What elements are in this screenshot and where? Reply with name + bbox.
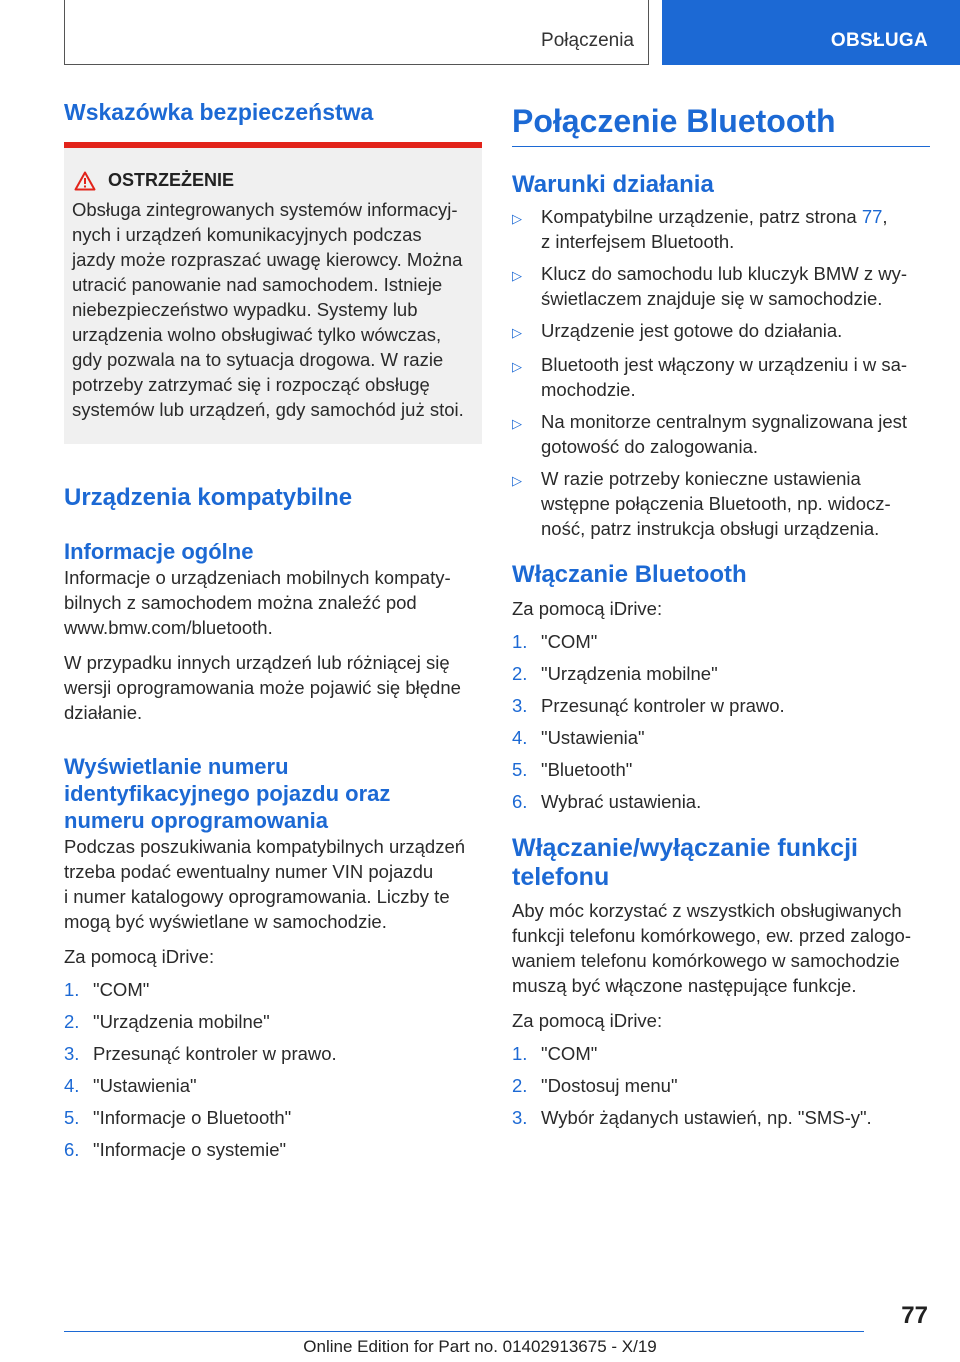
- conditions-heading: Warunki działania: [512, 171, 714, 198]
- header-section-tab: [64, 0, 649, 65]
- list-item: 3. Przesunąć kontroler w prawo.: [64, 1043, 337, 1064]
- bluetooth-heading: Połączenie Bluetooth: [512, 98, 930, 147]
- list-item: 1. "COM": [64, 979, 150, 1000]
- list-item: ▷ W razie potrzeby konieczne ustawienia wstępne połączenia Bluetooth, np. widocz- ność, patrz instrukcja obsługi urządzenia.: [512, 468, 891, 539]
- triangle-bullet-icon: ▷: [512, 325, 522, 340]
- list-item: 6. "Informacje o systemie": [64, 1139, 287, 1160]
- list-item: ▷ Kompatybilne urządzenie, patrz strona 77, z interfejsem Bluetooth.: [512, 206, 888, 252]
- list-item: 1. "COM": [512, 631, 598, 652]
- header-section-label: Połączenia: [541, 30, 634, 51]
- safety-heading: Wskazówka bezpieczeństwa: [64, 99, 374, 125]
- general-paragraph-2: W przypadku innych urządzeń lub różniącej się wersji oprogramowania może pojawić się błędne działanie.: [64, 652, 461, 723]
- page-number: 77: [901, 1302, 928, 1329]
- list-item: 2. "Dostosuj menu": [512, 1075, 678, 1096]
- idrive-text: Za pomocą iDrive:: [512, 1010, 663, 1031]
- idrive-text: Za pomocą iDrive:: [64, 946, 215, 967]
- list-item: 3. Wybór żądanych ustawień, np. "SMS-y".: [512, 1107, 872, 1128]
- warning-label: OSTRZEŻENIE: [108, 170, 235, 190]
- list-item: 1. "COM": [512, 1043, 598, 1064]
- general-paragraph-1: Informacje o urządzeniach mobilnych kompaty- bilnych z samochodem można znaleźć pod www.bmw.com/bluetooth.: [64, 567, 451, 638]
- triangle-bullet-icon: ▷: [512, 211, 522, 226]
- enable-steps-list: [512, 629, 930, 814]
- triangle-bullet-icon: ▷: [512, 268, 522, 283]
- list-item: ▷ Na monitorze centralnym sygnalizowana jest gotowość do zalogowania.: [512, 411, 908, 457]
- footer-edition-text: Online Edition for Part no. 01402913675 - X/19: [303, 1337, 657, 1356]
- idrive-text: Za pomocą iDrive:: [512, 598, 663, 619]
- enable-bluetooth-heading: Włączanie Bluetooth: [512, 561, 747, 588]
- list-item: 4. "Ustawienia": [64, 1075, 197, 1096]
- left-column: [64, 98, 482, 1169]
- phone-functions-heading: Włączanie/wyłączanie funkcji telefonu: [512, 834, 858, 891]
- vin-heading: Wyświetlanie numeru identyfikacyjnego pojazdu oraz numeru oprogramowania: [64, 754, 391, 833]
- page-link[interactable]: 77: [861, 206, 883, 227]
- list-item: 6. Wybrać ustawienia.: [512, 791, 702, 812]
- list-item: 5. "Informacje o Bluetooth": [64, 1107, 292, 1128]
- list-item: 2. "Urządzenia mobilne": [512, 663, 718, 684]
- warning-triangle-icon: [74, 171, 96, 191]
- general-heading: Informacje ogólne: [64, 539, 254, 564]
- warning-title: [74, 170, 474, 191]
- warning-box: [64, 148, 482, 444]
- triangle-bullet-icon: ▷: [512, 416, 522, 431]
- footer-divider: [64, 1331, 864, 1332]
- list-item: ▷ Bluetooth jest włączony w urządzeniu i w sa- mochodzie.: [512, 354, 908, 400]
- vin-paragraph: Podczas poszukiwania kompatybilnych urządzeń trzeba podać ewentualny numer VIN pojazdu i numer katalogowy oprogramowania. Liczby te mogą być wyświetlane w samochodzie.: [64, 836, 466, 932]
- vin-steps-list: [64, 977, 482, 1162]
- header-chapter-label: OBSŁUGA: [830, 30, 928, 51]
- list-item: ▷ Klucz do samochodu lub kluczyk BMW z wy- świetlaczem znajduje się w samochodzie.: [512, 263, 908, 309]
- phone-paragraph: Aby móc korzystać z wszystkich obsługiwanych funkcji telefonu komórkowego, ew. przed zalogo- waniem telefonu komórkowego w samochodzie muszą być włączone następujące funkcje.: [512, 900, 911, 996]
- phone-steps-list: [512, 1041, 930, 1130]
- header-chapter-tab: [662, 0, 960, 65]
- warning-text: Obsługa zintegrowanych systemów informacyj- nych i urządzeń komunikacyjnych podczas jazdy może rozpraszać uwagę kierowcy. Można utracić panowanie nad samochodem. Istnieje niebezpieczeństwo wypadku. Systemy lub urządzenia wolno obsługiwać tylko wówczas, gdy pozwala na to sytuacja drogowa. W razie potrzeby zatrzymać się i rozpocząć obsługę systemów lub urządzeń, gdy samochód już stoi.: [72, 199, 464, 420]
- triangle-bullet-icon: ▷: [512, 359, 522, 374]
- list-item: 2. "Urządzenia mobilne": [64, 1011, 270, 1032]
- conditions-list: [512, 204, 930, 541]
- list-item: 4. "Ustawienia": [512, 727, 645, 748]
- list-item: 3. Przesunąć kontroler w prawo.: [512, 695, 785, 716]
- compat-heading: Urządzenia kompatybilne: [64, 484, 353, 511]
- list-item: ▷ Urządzenie jest gotowe do działania.: [512, 318, 930, 345]
- list-item: 5. "Bluetooth": [512, 759, 633, 780]
- triangle-bullet-icon: ▷: [512, 473, 522, 488]
- right-column: [512, 98, 930, 1137]
